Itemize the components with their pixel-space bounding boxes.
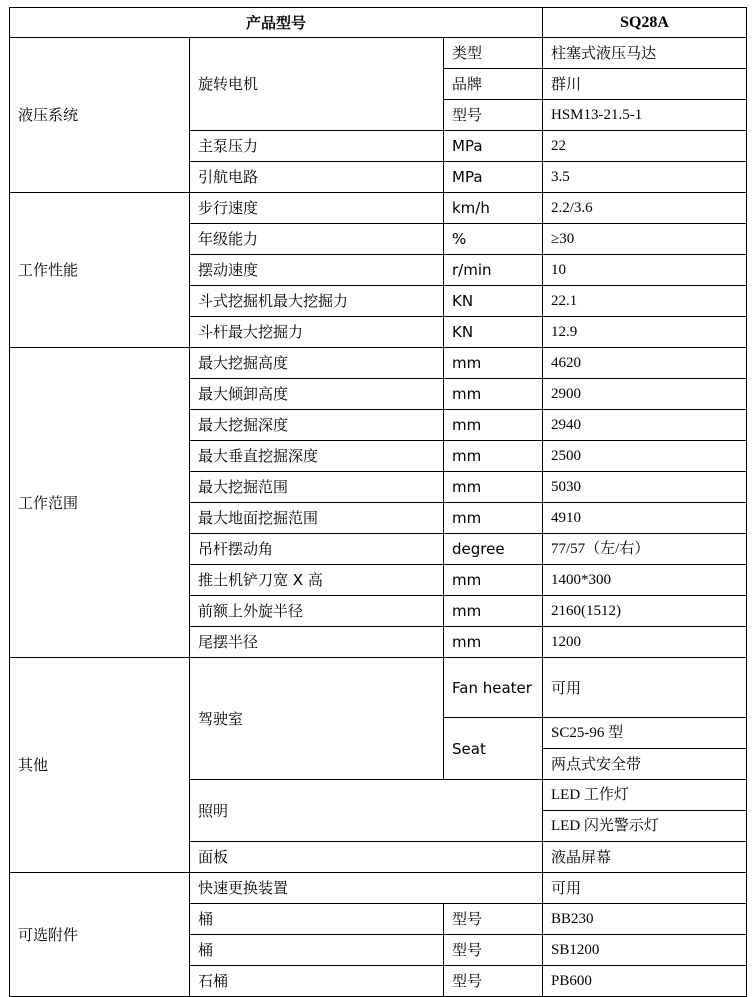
spec-unit: r/min xyxy=(444,255,543,286)
spec-value: 3.5 xyxy=(543,162,747,193)
category-other: 其他 xyxy=(10,658,190,873)
spec-value: 10 xyxy=(543,255,747,286)
spec-unit: degree xyxy=(444,534,543,565)
spec-label: 推土机铲刀宽 X 高 xyxy=(190,565,444,596)
spec-value: ≥30 xyxy=(543,224,747,255)
spec-label: 桶 xyxy=(190,904,444,935)
spec-value: 2940 xyxy=(543,410,747,441)
rotary-motor-label: 旋转电机 xyxy=(190,38,444,131)
spec-label: 石桶 xyxy=(190,966,444,997)
spec-label: 最大倾卸高度 xyxy=(190,379,444,410)
model-value: SQ28A xyxy=(543,8,747,38)
quick-change-value: 可用 xyxy=(543,873,747,904)
spec-value: SB1200 xyxy=(543,935,747,966)
spec-value: 2500 xyxy=(543,441,747,472)
panel-label: 面板 xyxy=(190,842,543,873)
spec-value: BB230 xyxy=(543,904,747,935)
panel-value: 液晶屏幕 xyxy=(543,842,747,873)
spec-unit: mm xyxy=(444,503,543,534)
spec-unit: mm xyxy=(444,565,543,596)
spec-unit: mm xyxy=(444,410,543,441)
lighting-label: 照明 xyxy=(190,780,543,842)
spec-unit: mm xyxy=(444,379,543,410)
spec-label: 最大垂直挖掘深度 xyxy=(190,441,444,472)
spec-value: 4910 xyxy=(543,503,747,534)
spec-unit: mm xyxy=(444,441,543,472)
spec-value: HSM13-21.5-1 xyxy=(543,100,747,131)
spec-table xyxy=(9,7,747,997)
spec-unit: km/h xyxy=(444,193,543,224)
spec-value: 77/57（左/右） xyxy=(543,534,747,565)
spec-value: 22 xyxy=(543,131,747,162)
spec-unit: MPa xyxy=(444,131,543,162)
fan-heater-key: Fan heater xyxy=(444,658,543,718)
table-row xyxy=(10,38,747,69)
spec-label: 斗式挖掘机最大挖掘力 xyxy=(190,286,444,317)
table-row xyxy=(10,348,747,379)
seat-key: Seat xyxy=(444,718,543,780)
lighting-value: LED 工作灯 xyxy=(543,780,747,811)
spec-label: 吊杆摆动角 xyxy=(190,534,444,565)
spec-key: 类型 xyxy=(444,38,543,69)
spec-label: 引航电路 xyxy=(190,162,444,193)
spec-unit: mm xyxy=(444,472,543,503)
spec-key: 品牌 xyxy=(444,69,543,100)
spec-value: 2160(1512) xyxy=(543,596,747,627)
lighting-value: LED 闪光警示灯 xyxy=(543,811,747,842)
spec-unit: mm xyxy=(444,348,543,379)
spec-label: 最大挖掘深度 xyxy=(190,410,444,441)
product-model-label: 产品型号 xyxy=(10,8,543,38)
spec-key: 型号 xyxy=(444,904,543,935)
spec-label: 主泵压力 xyxy=(190,131,444,162)
spec-label: 步行速度 xyxy=(190,193,444,224)
category-range: 工作范围 xyxy=(10,348,190,658)
spec-value: 柱塞式液压马达 xyxy=(543,38,747,69)
table-row xyxy=(10,658,747,718)
spec-label: 最大挖掘范围 xyxy=(190,472,444,503)
spec-label: 尾摆半径 xyxy=(190,627,444,658)
spec-label: 桶 xyxy=(190,935,444,966)
spec-unit: KN xyxy=(444,317,543,348)
spec-value: 12.9 xyxy=(543,317,747,348)
table-row xyxy=(10,193,747,224)
spec-value: 群川 xyxy=(543,69,747,100)
spec-label: 摆动速度 xyxy=(190,255,444,286)
spec-value: 2900 xyxy=(543,379,747,410)
spec-unit: KN xyxy=(444,286,543,317)
spec-value: 1200 xyxy=(543,627,747,658)
spec-value: 4620 xyxy=(543,348,747,379)
seat-value: SC25-96 型 xyxy=(543,718,747,749)
spec-label: 前额上外旋半径 xyxy=(190,596,444,627)
category-hydraulic: 液压系统 xyxy=(10,38,190,193)
spec-label: 最大地面挖掘范围 xyxy=(190,503,444,534)
category-options: 可选附件 xyxy=(10,873,190,997)
spec-key: 型号 xyxy=(444,100,543,131)
quick-change-label: 快速更换装置 xyxy=(190,873,543,904)
spec-unit: MPa xyxy=(444,162,543,193)
spec-value: PB600 xyxy=(543,966,747,997)
table-row xyxy=(10,873,747,904)
cab-label: 驾驶室 xyxy=(190,658,444,780)
spec-value: 22.1 xyxy=(543,286,747,317)
spec-value: 2.2/3.6 xyxy=(543,193,747,224)
spec-label: 最大挖掘高度 xyxy=(190,348,444,379)
spec-key: 型号 xyxy=(444,966,543,997)
spec-value: 5030 xyxy=(543,472,747,503)
fan-heater-value: 可用 xyxy=(543,658,747,718)
seat-value: 两点式安全带 xyxy=(543,749,747,780)
header-row xyxy=(10,8,747,38)
spec-unit: mm xyxy=(444,627,543,658)
spec-value: 1400*300 xyxy=(543,565,747,596)
spec-unit: mm xyxy=(444,596,543,627)
spec-label: 年级能力 xyxy=(190,224,444,255)
spec-key: 型号 xyxy=(444,935,543,966)
category-performance: 工作性能 xyxy=(10,193,190,348)
spec-unit: % xyxy=(444,224,543,255)
spec-label: 斗杆最大挖掘力 xyxy=(190,317,444,348)
